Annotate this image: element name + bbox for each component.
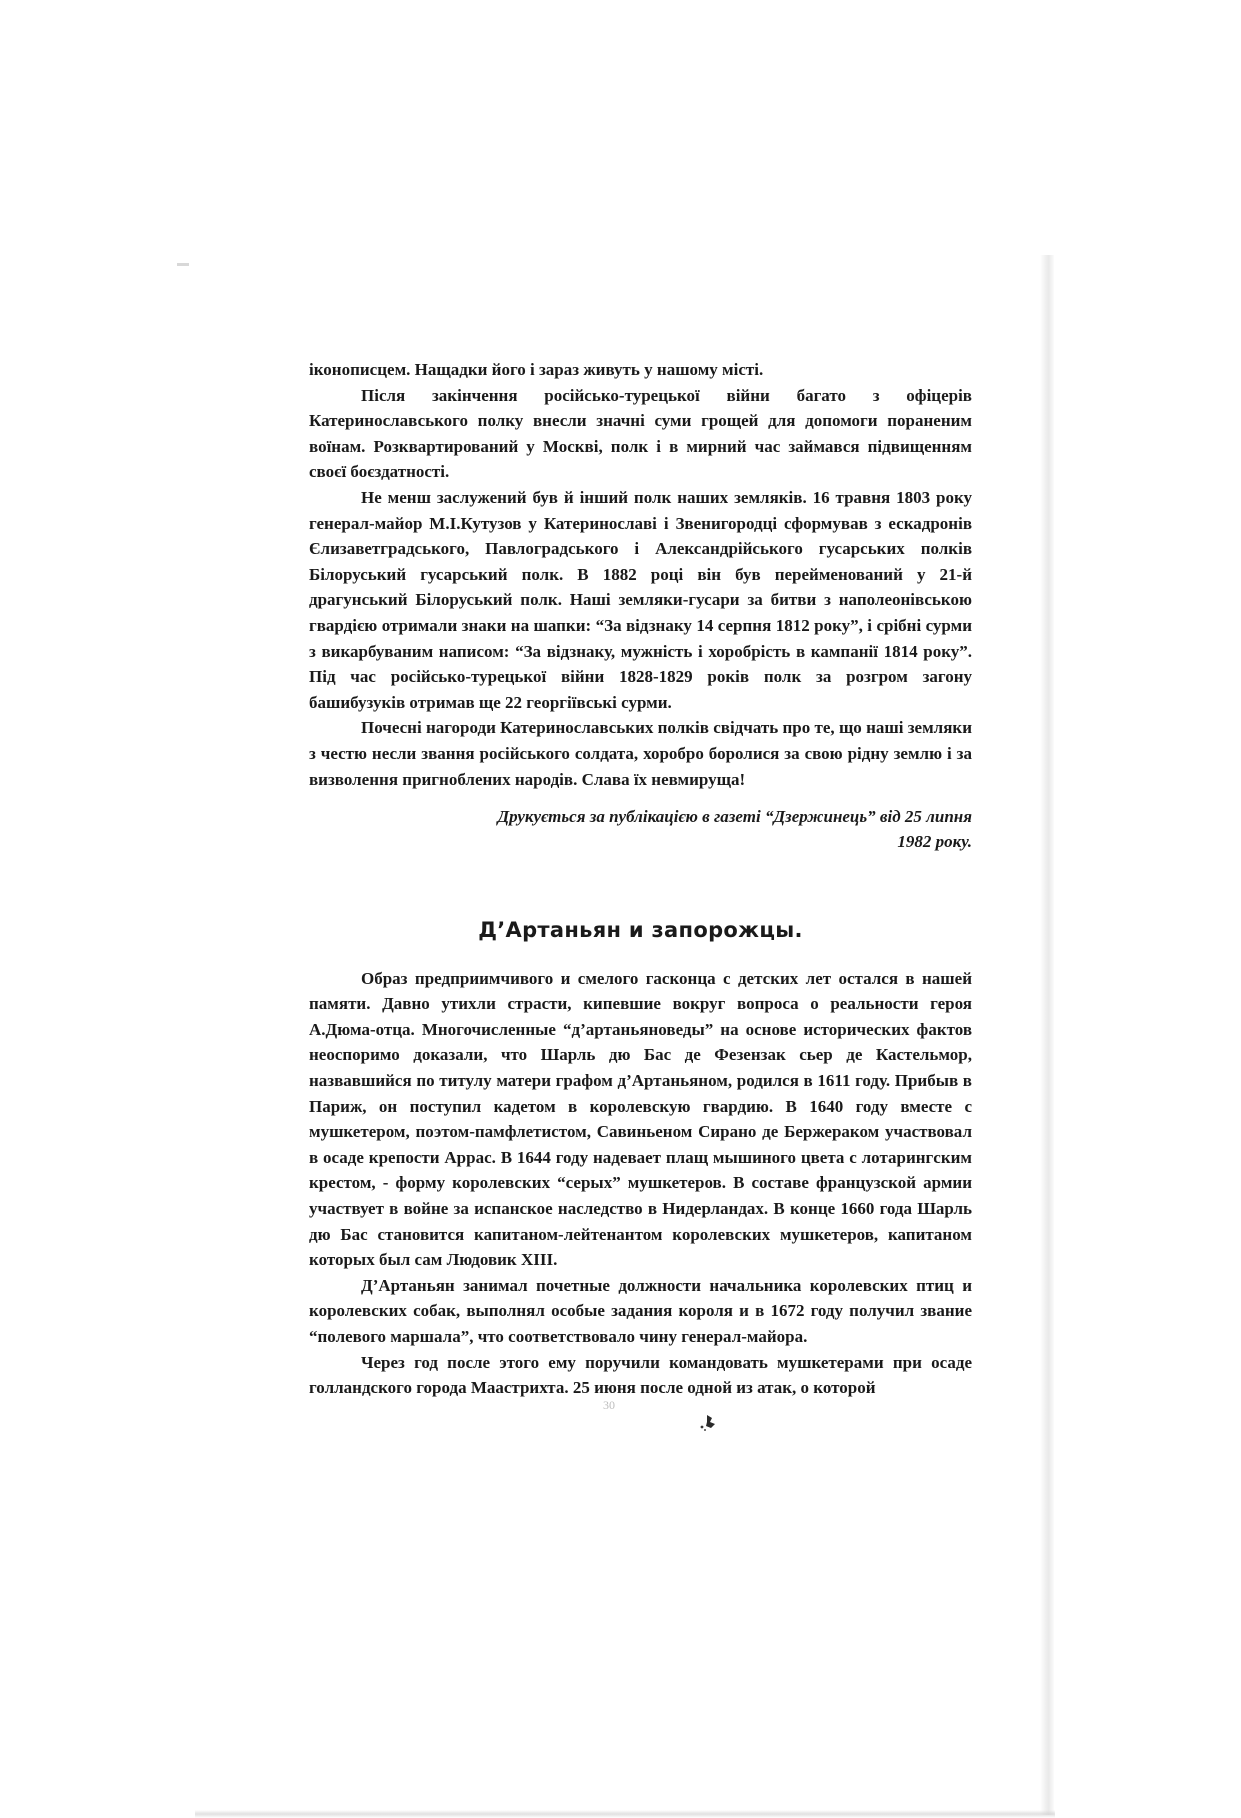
scan-shadow-right (1040, 255, 1054, 1815)
paragraph-continuation: іконописцем. Нащадки його і зараз живуть у нашому місті. (309, 360, 764, 379)
paragraph: Після закінчення російсько-турецької війни багато з офіцерів Катеринославського полку внесли значні суми грощей для допомоги пораненим воїнам. Розквартирований у Москві, полк і в мирний час займався підвищенням своєї боєздатності. (309, 385, 972, 482)
paragraph: Д’Артаньян занимал почетные должности начальника королевских птиц и королевских собак, выполнял особые задания короля и в 1672 году получил звание “полевого маршала”, что соответствовало чину генерал-майора. (309, 1275, 972, 1346)
paragraph: Не менш заслужений був й інший полк наших земляків. 16 травня 1803 року генерал-майор М.І.Кутузов у Катеринославі і Звенигородці сформував з ескадронів Єлизаветградського, Павлоградського і Александрійського гусарських полків Білоруський гусарський полк. В 1882 році він був перейменований у 21-й драгунський Білоруський полк. Наші земляки-гусари за битви з наполеонівською гвардією отримали знаки на шапки: “За відзнаку 14 серпня 1812 року”, і срібні сурми з викарбуваним написом: “За відзнаку, мужність і хоробрість в кампанії 1814 року”. Під час російсько-турецької війни 1828-1829 років полк за розгром загону башибузуків отримав ще 22 георгіївські сурми. (309, 487, 972, 712)
scan-mark (177, 263, 189, 266)
paragraph: Почесні нагороди Катеринославських полків свідчать про те, що наші земляки з честю несли звання російського солдата, хоробро боролися за свою рідну землю і за визволення пригноблених народів. Слава їх невмируща! (309, 718, 972, 789)
scan-shadow-bottom (195, 1810, 1055, 1818)
page-number: 30 (603, 1398, 615, 1412)
source-note-line: 1982 року. (897, 832, 972, 852)
page-text (309, 357, 972, 1401)
source-note (309, 804, 972, 854)
section-title: Д’Артаньян и запорожцы. (478, 918, 803, 943)
ink-blot-icon (698, 1413, 720, 1433)
source-note-line: Друкується за публікацією в газеті “Дзержинець” від 25 липня (497, 807, 972, 827)
paragraph: Через год после этого ему поручили командовать мушкетерами при осаде голландского города Маастрихта. 25 июня после одной из атак, о которой (309, 1352, 972, 1398)
paragraph: Образ предприимчивого и смелого гасконца с детских лет остался в нашей памяти. Давно утихли страсти, кипевшие вокруг вопроса о реальности героя А.Дюма-отца. Многочисленные “д’артаньяноведы” на основе исторических фактов неоспоримо доказали, что Шарль дю Бас де Фезензак сьер де Кастельмор, назвавшийся по титулу матери графом д’Артаньяном, родился в 1611 году. Прибыв в Париж, он поступил кадетом в королевскую гвардию. В 1640 году вместе с мушкетером, поэтом-памфлетистом, Савиньеном Сирано де Бержераком участвовал в осаде крепости Аррас. В 1644 году надевает плащ мышиного цвета с лотарингским крестом, - форму королевских “серых” мушкетеров. В составе французской армии участвует в войне за испанское наследство в Нидерландах. В конце 1660 года Шарль дю Бас становится капитаном-лейтенантом королевских мушкетеров, капитаном которых был сам Людовик XIII. (309, 968, 972, 1270)
